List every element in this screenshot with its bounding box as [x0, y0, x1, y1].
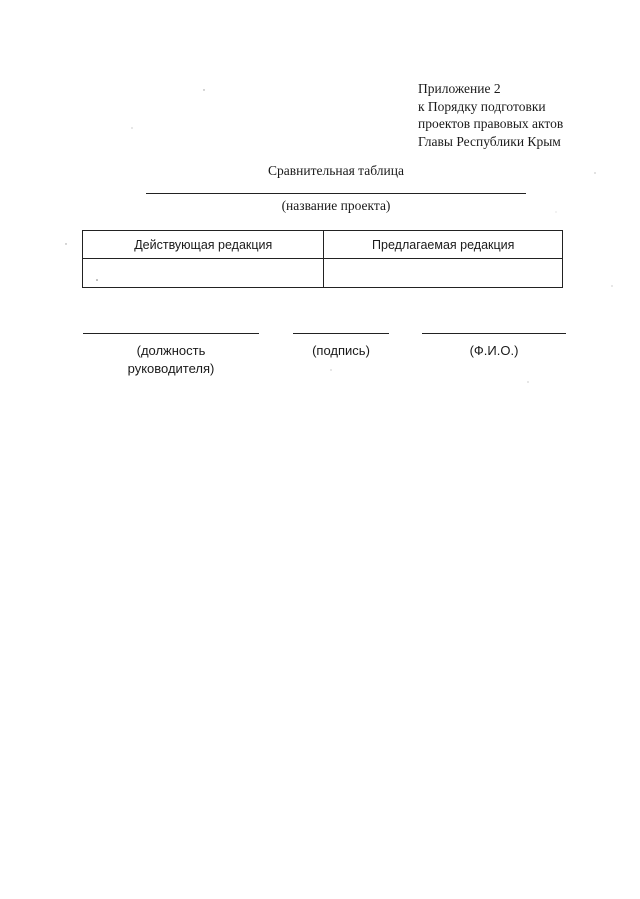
appendix-line: Приложение 2 [418, 81, 501, 96]
signature-line [293, 333, 389, 334]
position-caption [93, 342, 249, 377]
position-signature-line [83, 333, 259, 334]
comparison-table [82, 230, 563, 288]
signature-caption: (подпись) [312, 343, 370, 358]
full-name-line [422, 333, 566, 334]
column-header-current: Действующая редакция [83, 231, 324, 259]
appendix-line: проектов правовых актов [418, 116, 564, 131]
table-cell-proposed [324, 259, 563, 288]
table-header-row [83, 231, 563, 259]
table-cell-current [83, 259, 324, 288]
column-header-proposed: Предлагаемая редакция [324, 231, 563, 259]
appendix-line: к Порядку подготовки [418, 98, 546, 114]
appendix-note [418, 80, 563, 150]
document-title: Сравнительная таблица [268, 163, 404, 178]
position-caption-line: (должность [136, 343, 206, 358]
table-row [83, 259, 563, 288]
project-name-caption: (название проекта) [281, 198, 391, 213]
full-name-caption: (Ф.И.О.) [469, 343, 519, 358]
appendix-line: Главы Республики Крым [418, 133, 561, 149]
project-name-line [146, 193, 526, 194]
position-caption-line: руководителя) [127, 360, 215, 376]
